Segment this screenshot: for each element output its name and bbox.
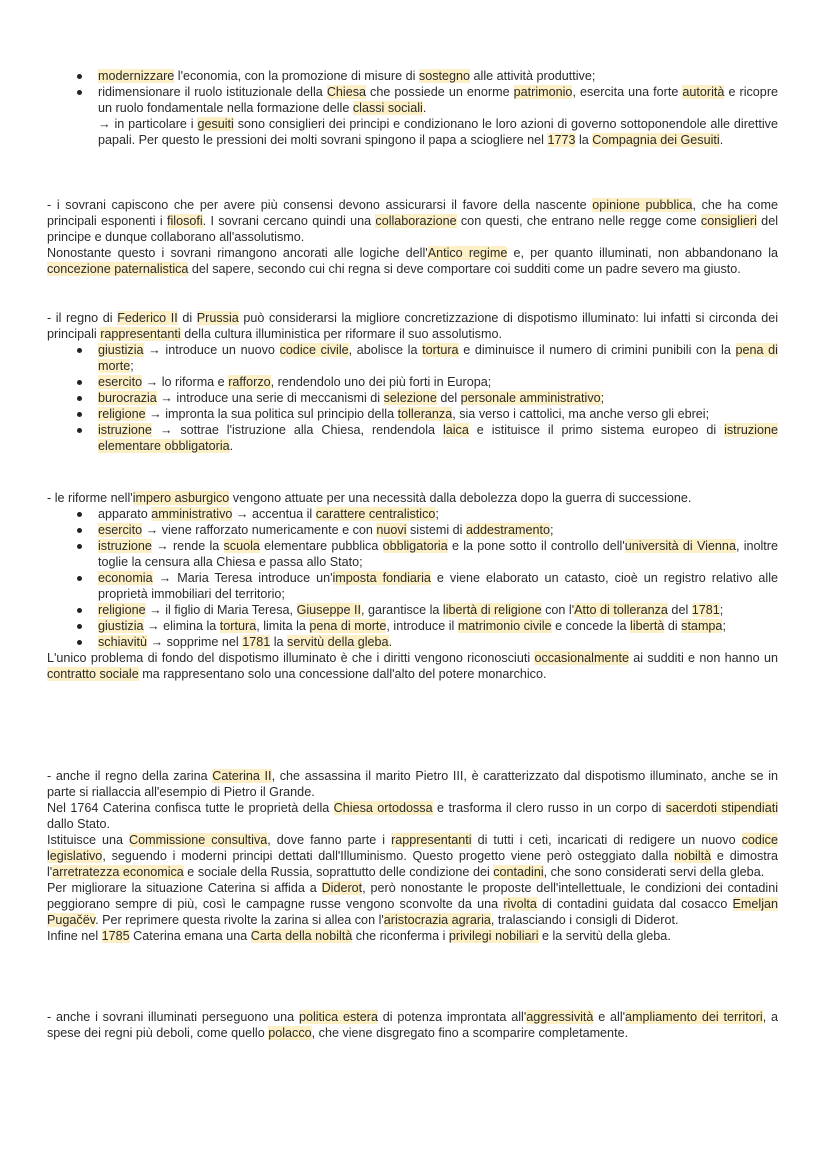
- text-run: , seguendo i moderni principi dettati dall'Illuminismo. Questo progetto viene però osteggiato dalla: [102, 849, 675, 863]
- text-run: e all': [593, 1010, 626, 1024]
- text-run: che riconferma i: [352, 929, 449, 943]
- highlighted-term: concezione paternalistica: [47, 262, 189, 276]
- highlighted-term: Chiesa: [326, 85, 367, 99]
- highlighted-term: politica estera: [298, 1010, 378, 1024]
- highlighted-term: addestramento: [465, 523, 550, 537]
- text-run: e sociale della Russia, soprattutto delle condizione dei: [183, 865, 494, 879]
- highlighted-term: polacco: [268, 1026, 312, 1040]
- text-run: di contadini guidata dal cosacco: [536, 897, 733, 911]
- text-run: Nel 1764 Caterina confisca tutte le proprietà della: [47, 801, 334, 815]
- highlighted-term: personale amministrativo: [460, 391, 601, 405]
- highlighted-term: rafforzo: [228, 375, 271, 389]
- highlighted-term: amministrativo: [151, 507, 233, 521]
- highlighted-term: rappresentanti: [391, 833, 472, 847]
- paragraph: [47, 768, 778, 800]
- highlighted-term: rappresentanti: [100, 327, 181, 341]
- paragraph: [47, 650, 778, 682]
- text-run: → Maria Teresa introduce un': [152, 571, 333, 585]
- text-run: , tralasciando i consigli di Diderot.: [490, 913, 679, 927]
- text-run: → il figlio di Maria Teresa,: [145, 603, 297, 617]
- text-run: , dove fanno parte i: [267, 833, 392, 847]
- highlighted-term: imposta fondiaria: [332, 571, 431, 585]
- highlighted-term: rivolta: [503, 897, 537, 911]
- highlighted-term: Carta della nobiltà: [250, 929, 353, 943]
- bullet-item: [98, 406, 778, 422]
- text-run: ai sudditi e non hanno un: [628, 651, 778, 665]
- paragraph: [47, 310, 778, 342]
- text-run: Istituisce una: [47, 833, 129, 847]
- highlighted-term: occasionalmente: [534, 651, 629, 665]
- highlighted-term: Commissione consultiva: [129, 833, 268, 847]
- text-run: l'economia, con la promozione di misure di: [174, 69, 419, 83]
- highlighted-term: collaborazione: [375, 214, 457, 228]
- text-run: del: [667, 603, 692, 617]
- bullet-item: [98, 618, 778, 634]
- highlighted-term: laica: [442, 423, 469, 437]
- highlighted-term: istruzione elementare obbligatoria: [98, 423, 778, 453]
- paragraph: [47, 832, 778, 880]
- highlighted-term: Compagnia dei Gesuiti: [592, 133, 720, 147]
- text-run: L'unico problema di fondo del dispotismo illuminato è che i diritti vengono riconosciuti: [47, 651, 535, 665]
- highlighted-term: economia: [98, 571, 153, 585]
- text-run: la: [575, 133, 593, 147]
- bullet-list: [47, 342, 778, 454]
- text-run: la: [270, 635, 288, 649]
- highlighted-term: carattere centralistico: [315, 507, 436, 521]
- text-run: → elimina la: [143, 619, 220, 633]
- highlighted-term: patrimonio: [513, 85, 573, 99]
- text-run: , che sono considerati servi della gleba.: [543, 865, 765, 879]
- highlighted-term: 1781: [242, 635, 271, 649]
- paragraph: [47, 880, 778, 928]
- text-run: del sapere, secondo cui chi regna si deve comportare coi sudditi come un padre severo ma giusto.: [188, 262, 741, 276]
- text-run: → viene rafforzato numericamente e con: [142, 523, 377, 537]
- text-run: , limita la: [256, 619, 310, 633]
- section-public-opinion: [47, 197, 778, 277]
- highlighted-term: Atto di tolleranza: [574, 603, 668, 617]
- text-run: - il regno di: [47, 311, 118, 325]
- text-run: → accentua il: [232, 507, 316, 521]
- bullet-item: [98, 506, 778, 522]
- highlighted-term: servitù della gleba: [287, 635, 389, 649]
- highlighted-term: 1773: [547, 133, 576, 147]
- highlighted-term: privilegi nobiliari: [448, 929, 539, 943]
- text-run: con l': [541, 603, 575, 617]
- text-run: ;: [600, 391, 605, 405]
- highlighted-term: obbligatoria: [382, 539, 448, 553]
- bullet-item: [98, 390, 778, 406]
- text-run: e, per quanto illuminati, non abbandonano la: [507, 246, 778, 260]
- paragraph: [47, 1009, 778, 1041]
- highlighted-term: consiglieri: [700, 214, 757, 228]
- highlighted-term: nuovi: [376, 523, 407, 537]
- text-run: → impronta la sua politica sul principio della: [145, 407, 398, 421]
- section-frederick-prussia: [47, 310, 778, 454]
- highlighted-term: università di Vienna: [624, 539, 736, 553]
- text-run: , però nonostante le proposte dell'intellettuale, le condizioni dei contadini peggiorano sempre di più, così le campagne russe vengono sconvolte da una: [47, 881, 779, 911]
- highlighted-term: opinione pubblica: [592, 198, 693, 212]
- highlighted-term: gesuiti: [197, 117, 234, 131]
- paragraph: [47, 490, 778, 506]
- text-run: e la pone sotto il controllo dell': [447, 539, 625, 553]
- text-run: ;: [435, 507, 439, 521]
- highlighted-term: tortura: [422, 343, 459, 357]
- highlighted-term: libertà di religione: [442, 603, 542, 617]
- text-run: , che ha come principali esponenti i: [47, 198, 779, 228]
- highlighted-term: Prussia: [196, 311, 239, 325]
- bullet-item: [98, 422, 778, 454]
- text-run: ridimensionare il ruolo istituzionale della: [98, 85, 327, 99]
- text-run: e la servitù della gleba.: [538, 929, 671, 943]
- text-run: , sia verso i cattolici, ma anche verso gli ebrei;: [452, 407, 710, 421]
- text-run: e concede la: [551, 619, 631, 633]
- highlighted-term: tortura: [219, 619, 257, 633]
- bullet-item: [98, 570, 778, 602]
- text-run: Caterina emana una: [129, 929, 251, 943]
- paragraph: [47, 928, 778, 944]
- bullet-item: [98, 68, 778, 84]
- text-run: elementare pubblica: [259, 539, 383, 553]
- bullet-item: [98, 374, 778, 390]
- highlighted-term: esercito: [98, 523, 143, 537]
- text-run: , introduce il: [386, 619, 458, 633]
- highlighted-term: Caterina II: [212, 769, 272, 783]
- text-run: - le riforme nell': [47, 491, 133, 505]
- highlighted-term: libertà: [630, 619, 665, 633]
- paragraph: [47, 800, 778, 832]
- section-habsburg-reforms: [47, 490, 778, 682]
- bullet-item: [98, 538, 778, 570]
- highlighted-term: nobiltà: [674, 849, 712, 863]
- highlighted-term: 1785: [101, 929, 130, 943]
- text-run: . Per reprimere questa rivolte la zarina si allea con l': [95, 913, 384, 927]
- highlighted-term: tolleranza: [397, 407, 453, 421]
- text-run: → introduce una serie di meccanismi di: [156, 391, 384, 405]
- text-run: , garantisce la: [360, 603, 443, 617]
- bullet-item: [98, 522, 778, 538]
- text-run: del: [436, 391, 461, 405]
- text-run: e ricopre un ruolo fondamentale nella formazione delle: [98, 85, 779, 115]
- highlighted-term: stampa: [681, 619, 723, 633]
- text-run: dallo Stato.: [47, 817, 111, 831]
- highlighted-term: religione: [98, 603, 146, 617]
- highlighted-term: istruzione: [98, 539, 152, 553]
- highlighted-term: sostegno: [418, 69, 471, 83]
- text-run: .: [388, 635, 393, 649]
- text-run: Infine nel: [47, 929, 102, 943]
- highlighted-term: pena di morte: [309, 619, 387, 633]
- highlighted-term: religione: [98, 407, 146, 421]
- bullet-item: [98, 634, 778, 650]
- text-run: → introduce un nuovo: [143, 343, 280, 357]
- text-run: ;: [550, 523, 554, 537]
- highlighted-term: Federico II: [117, 311, 178, 325]
- text-run: → sopprime nel: [147, 635, 243, 649]
- text-run: e diminuisce il numero di crimini punibili con la: [458, 343, 736, 357]
- highlighted-term: selezione: [383, 391, 437, 405]
- bullet-item: [98, 342, 778, 374]
- text-run: ;: [722, 619, 726, 633]
- highlighted-term: sacerdoti stipendiati: [665, 801, 779, 815]
- text-run: di potenza improntata all': [377, 1010, 527, 1024]
- highlighted-term: contadini: [493, 865, 544, 879]
- highlighted-term: pena di morte: [98, 343, 778, 373]
- text-run: sono consiglieri dei principi e condizionano le loro azioni di governo sottoponendole alle direttive papali. Per questo le pressioni dei molti sovrani spingono il papa a sciogliere nel: [98, 117, 778, 147]
- text-run: , abolisce la: [348, 343, 423, 357]
- text-run: , esercita una forte: [572, 85, 683, 99]
- text-run: di: [664, 619, 682, 633]
- highlighted-term: Chiesa ortodossa: [333, 801, 433, 815]
- highlighted-term: 1781: [691, 603, 720, 617]
- text-run: , rendendolo uno dei più forti in Europa;: [270, 375, 492, 389]
- highlighted-term: Giuseppe II: [296, 603, 361, 617]
- text-run: sistemi di: [406, 523, 466, 537]
- highlighted-term: impero asburgico: [132, 491, 230, 505]
- highlighted-term: giustizia: [98, 619, 144, 633]
- text-run: di: [177, 311, 197, 325]
- text-run: Nonostante questo i sovrani rimangono ancorati alle logiche dell': [47, 246, 428, 260]
- highlighted-term: Emeljan Pugačëv: [47, 897, 779, 927]
- text-run: .: [422, 101, 427, 115]
- paragraph: [47, 197, 778, 245]
- highlighted-term: arretratezza economica: [52, 865, 184, 879]
- text-run: . I sovrani cercano quindi una: [202, 214, 376, 228]
- section-reform-goals: [47, 68, 778, 148]
- highlighted-term: matrimonio civile: [457, 619, 552, 633]
- text-run: con questi, che entrano nelle regge come: [456, 214, 701, 228]
- bullet-list: [47, 506, 778, 650]
- text-run: → lo riforma e: [142, 375, 229, 389]
- text-run: , che assassina il marito Pietro III, è caratterizzato dal dispotismo illuminato, anche se in parte si riallaccia all'esempio di Pietro il Grande.: [47, 769, 779, 799]
- highlighted-term: schiavitù: [98, 635, 147, 649]
- text-run: , a spese dei regni più deboli, come quello: [47, 1010, 778, 1040]
- highlighted-term: contratto sociale: [47, 667, 139, 681]
- text-run: del principe e dunque collaborano all'assolutismo.: [47, 214, 778, 244]
- highlighted-term: codice legislativo: [47, 833, 778, 863]
- highlighted-term: filosofi: [166, 214, 203, 228]
- bullet-list: [47, 68, 778, 148]
- highlighted-term: ampliamento dei territori: [625, 1010, 763, 1024]
- highlighted-term: Antico regime: [427, 246, 508, 260]
- highlighted-term: classi sociali: [352, 101, 423, 115]
- text-run: .: [719, 133, 724, 147]
- text-run: → rende la: [151, 539, 224, 553]
- text-run: e istituisce il primo sistema europeo di: [468, 423, 725, 437]
- bullet-item: [98, 602, 778, 618]
- text-run: vengono attuate per una necessità dalla debolezza dopo la guerra di successione.: [229, 491, 692, 505]
- text-run: ;: [130, 359, 134, 373]
- bullet-item: [98, 84, 778, 148]
- text-run: della cultura illuministica per riformare il suo assolutismo.: [180, 327, 502, 341]
- highlighted-term: autorità: [682, 85, 725, 99]
- highlighted-term: Diderot: [321, 881, 363, 895]
- highlighted-term: burocrazia: [98, 391, 157, 405]
- text-run: - anche il regno della zarina: [47, 769, 213, 783]
- highlighted-term: esercito: [98, 375, 143, 389]
- highlighted-term: modernizzare: [98, 69, 175, 83]
- text-run: che possiede un enorme: [366, 85, 514, 99]
- paragraph: [47, 245, 778, 277]
- text-run: ;: [719, 603, 724, 617]
- text-run: ma rappresentano solo una concessione dall'alto del potere monarchico.: [138, 667, 547, 681]
- text-run: e dimostra l': [47, 849, 778, 879]
- highlighted-term: aggressività: [526, 1010, 594, 1024]
- text-run: può considerarsi la migliore concretizzazione di dispotismo illuminato: lui infatti si circonda dei principali: [47, 311, 778, 341]
- text-run: , inoltre toglie la censura alla Chiesa e passa allo Stato;: [98, 539, 778, 569]
- text-run: alle attività produttive;: [470, 69, 596, 83]
- highlighted-term: giustizia: [98, 343, 144, 357]
- text-run: , che viene disgregato fino a scomparire completamente.: [311, 1026, 629, 1040]
- text-run: - i sovrani capiscono che per avere più consensi devono assicurarsi il favore della nascente: [47, 198, 593, 212]
- highlighted-term: scuola: [223, 539, 260, 553]
- text-run: Per migliorare la situazione Caterina si affida a: [47, 881, 322, 895]
- text-run: .: [229, 439, 234, 453]
- section-foreign-policy: [47, 1009, 778, 1041]
- text-run: e viene elaborato un catasto, cioè un registro relativo alle proprietà immobiliari del territorio;: [98, 571, 778, 601]
- text-run: apparato: [98, 507, 152, 521]
- text-run: - anche i sovrani illuminati perseguono una: [47, 1010, 299, 1024]
- highlighted-term: istruzione: [98, 423, 152, 437]
- highlighted-term: codice civile: [279, 343, 349, 357]
- text-run: → sottrae l'istruzione alla Chiesa, rendendola: [151, 423, 443, 437]
- section-catherine-russia: [47, 768, 778, 944]
- highlighted-term: aristocrazia agraria: [383, 913, 491, 927]
- text-run: → in particolare i: [98, 117, 198, 131]
- text-run: e trasforma il clero russo in un corpo di: [432, 801, 666, 815]
- text-run: di tutti i ceti, incaricati di redigere un nuovo: [471, 833, 742, 847]
